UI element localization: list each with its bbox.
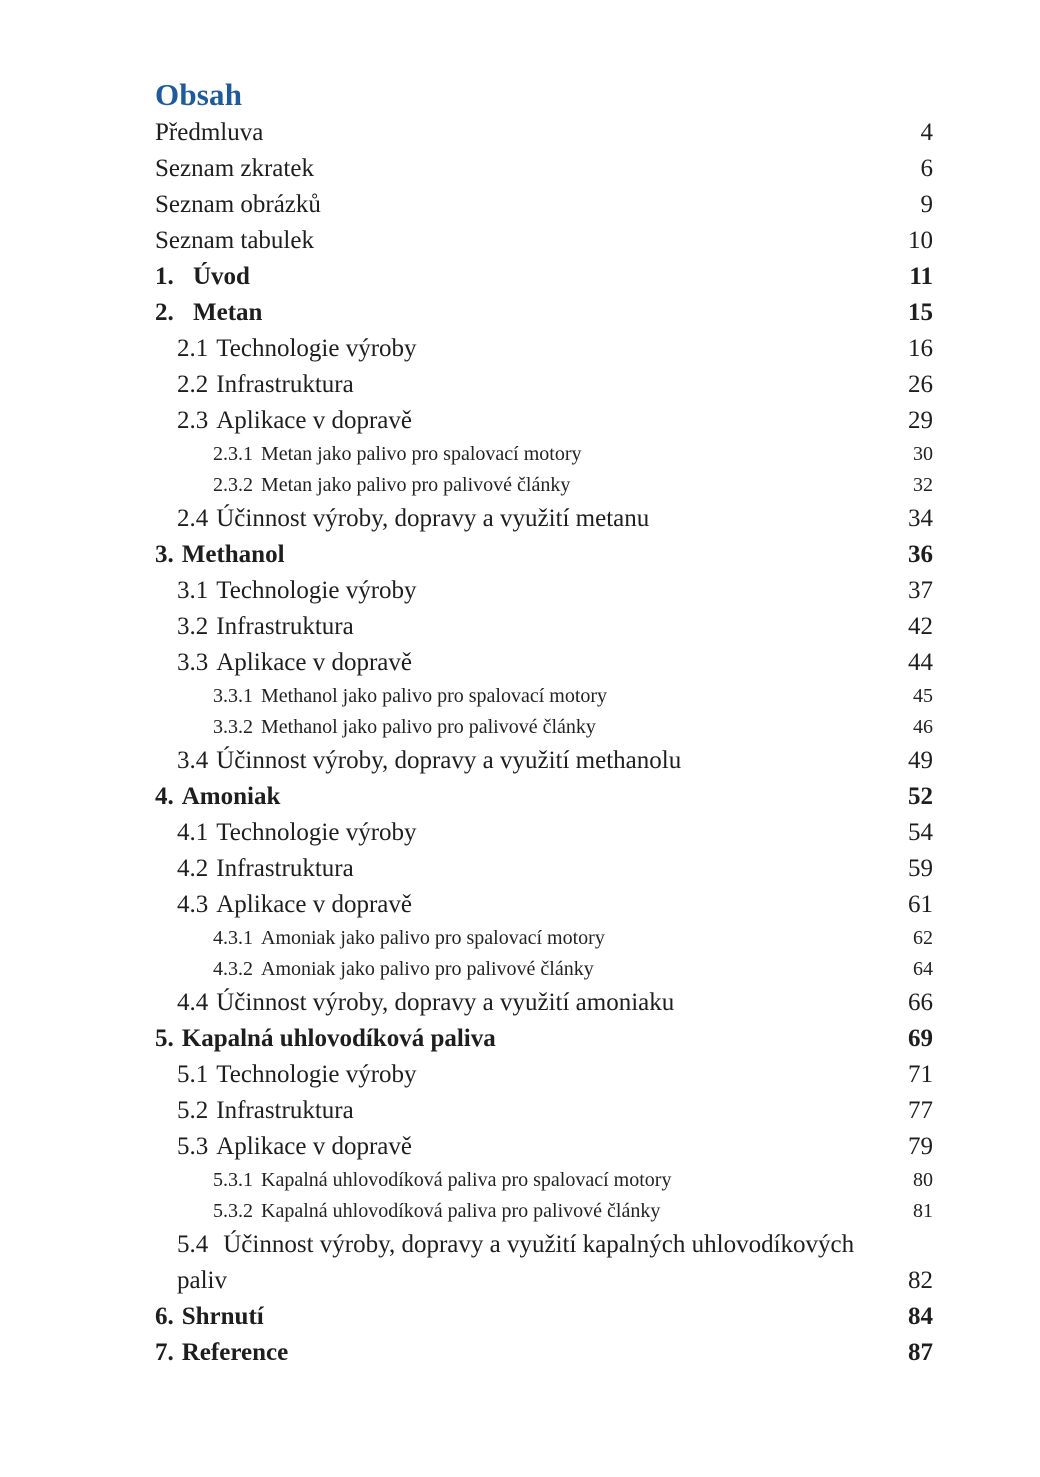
toc-page-number: 80 bbox=[913, 1169, 933, 1191]
toc-entry-text bbox=[155, 1299, 264, 1335]
toc-page-number: 9 bbox=[920, 191, 933, 218]
toc-page-number: 71 bbox=[908, 1061, 933, 1088]
toc-entry-title: Amoniak bbox=[181, 783, 281, 810]
toc-entry-number: 4.3.1 bbox=[213, 927, 253, 949]
toc-content bbox=[155, 77, 933, 1371]
toc-entry bbox=[155, 501, 933, 537]
toc-entry-text bbox=[213, 439, 581, 470]
toc-entry-text bbox=[177, 1129, 412, 1165]
toc-page-number: 10 bbox=[908, 227, 933, 254]
toc-entry-title: Amoniak jako palivo pro spalovací motory bbox=[261, 927, 605, 949]
toc-entry bbox=[155, 259, 933, 295]
toc-entry bbox=[155, 1165, 933, 1196]
toc-entry bbox=[155, 887, 933, 923]
toc-entry-title: Infrastruktura bbox=[216, 371, 354, 398]
toc-entry-number: 4.3.2 bbox=[213, 958, 253, 980]
toc-page-number: 49 bbox=[908, 747, 933, 774]
toc-entry-number: 6. bbox=[155, 1303, 174, 1330]
toc-entry bbox=[155, 115, 933, 151]
toc-entry-text bbox=[213, 923, 605, 954]
toc-entry-number: 4.3 bbox=[177, 891, 209, 918]
toc-entry-text bbox=[177, 815, 417, 851]
toc-entry-number: 2.1 bbox=[177, 335, 209, 362]
toc-entry bbox=[155, 954, 933, 985]
toc-entry-title: Seznam tabulek bbox=[155, 227, 314, 254]
toc-entry-title: Shrnutí bbox=[181, 1303, 264, 1330]
toc-page-number: 69 bbox=[908, 1025, 933, 1052]
toc-entry-text bbox=[155, 115, 263, 151]
toc-entry-title: Technologie výroby bbox=[216, 577, 417, 604]
toc-entry-title: Metan jako palivo pro spalovací motory bbox=[261, 443, 582, 465]
toc-entry bbox=[155, 403, 933, 439]
toc-entry-text bbox=[213, 470, 570, 501]
toc-entry-text bbox=[177, 609, 354, 645]
toc-entry bbox=[155, 151, 933, 187]
toc-entry-title: Methanol bbox=[181, 541, 285, 568]
toc-entry-text bbox=[213, 681, 607, 712]
toc-entry-title: Předmluva bbox=[155, 119, 264, 146]
toc-entry-number: 5.4 bbox=[177, 1231, 209, 1258]
toc-entry-text bbox=[177, 985, 674, 1021]
toc-entry-number: 2. bbox=[155, 299, 174, 326]
toc-entry-number: 3.1 bbox=[177, 577, 209, 604]
toc-entry-number: 5. bbox=[155, 1025, 174, 1052]
toc-entry-title: Aplikace v dopravě bbox=[216, 649, 413, 676]
toc-entry bbox=[155, 1057, 933, 1093]
toc-entry-text bbox=[177, 887, 412, 923]
toc-entry-title: Technologie výroby bbox=[216, 819, 417, 846]
toc-entry-title: Infrastruktura bbox=[216, 613, 354, 640]
toc-entry bbox=[155, 681, 933, 712]
toc-entry-number: 5.3.1 bbox=[213, 1169, 253, 1191]
toc-page-number: 30 bbox=[913, 443, 933, 465]
toc-entry bbox=[155, 712, 933, 743]
toc-entry-number: 3. bbox=[155, 541, 174, 568]
toc-entry-number: 3.3.2 bbox=[213, 716, 253, 738]
toc-entry-title: Infrastruktura bbox=[216, 1097, 354, 1124]
toc-entry bbox=[155, 779, 933, 815]
toc-entry-title: Účinnost výroby, dopravy a využití kapalných uhlovodíkových bbox=[223, 1231, 855, 1258]
toc-page-number: 4 bbox=[920, 119, 933, 146]
toc-entry-title: Technologie výroby bbox=[216, 335, 417, 362]
toc-entry-title: Aplikace v dopravě bbox=[216, 891, 413, 918]
toc-entry-text bbox=[155, 295, 262, 331]
toc-entry-number: 4.4 bbox=[177, 989, 209, 1016]
toc-entry bbox=[155, 1093, 933, 1129]
toc-entry-title: Účinnost výroby, dopravy a využití methanolu bbox=[216, 747, 682, 774]
toc-entry-number: 5.1 bbox=[177, 1061, 209, 1088]
toc-entry bbox=[155, 1227, 933, 1299]
toc-list bbox=[155, 115, 933, 1371]
toc-entry-title: Reference bbox=[181, 1339, 289, 1366]
toc-entry-title: Amoniak jako palivo pro palivové články bbox=[261, 958, 594, 980]
toc-entry bbox=[155, 470, 933, 501]
toc-page-number: 54 bbox=[908, 819, 933, 846]
toc-page-number: 11 bbox=[909, 263, 933, 290]
toc-entry-text bbox=[155, 1021, 496, 1057]
toc-entry-text bbox=[177, 1057, 417, 1093]
toc-entry bbox=[155, 923, 933, 954]
toc-entry-title: paliv bbox=[177, 1267, 227, 1294]
toc-page-number: 32 bbox=[913, 474, 933, 496]
toc-entry-text bbox=[155, 537, 285, 573]
toc-entry-text bbox=[213, 1165, 671, 1196]
toc-entry-title: Úvod bbox=[193, 263, 250, 290]
toc-entry-text bbox=[155, 259, 250, 295]
toc-entry bbox=[155, 985, 933, 1021]
toc-page-number: 62 bbox=[913, 927, 933, 949]
toc-entry-number: 3.2 bbox=[177, 613, 209, 640]
toc-page-number: 16 bbox=[908, 335, 933, 362]
toc-entry-title: Technologie výroby bbox=[216, 1061, 417, 1088]
toc-entry-text bbox=[213, 1196, 660, 1227]
toc-entry-title: Aplikace v dopravě bbox=[216, 407, 413, 434]
toc-entry-text bbox=[177, 645, 412, 681]
toc-entry bbox=[155, 815, 933, 851]
toc-entry-text bbox=[177, 367, 354, 403]
toc-page-number: 82 bbox=[908, 1267, 933, 1294]
page-title: Obsah bbox=[155, 77, 243, 112]
toc-entry-text bbox=[213, 954, 594, 985]
toc-entry-text bbox=[155, 151, 314, 187]
toc-page-number: 44 bbox=[908, 649, 933, 676]
toc-page-number: 81 bbox=[913, 1200, 933, 1222]
toc-entry-text bbox=[177, 331, 417, 367]
toc-entry-text bbox=[177, 743, 681, 779]
toc-page-number: 6 bbox=[920, 155, 933, 182]
toc-entry-text bbox=[155, 1335, 288, 1371]
toc-entry bbox=[155, 331, 933, 367]
toc-entry bbox=[155, 743, 933, 779]
toc-entry bbox=[155, 1196, 933, 1227]
toc-entry-title: Metan jako palivo pro palivové články bbox=[261, 474, 571, 496]
toc-page-number: 34 bbox=[908, 505, 933, 532]
toc-page-number: 26 bbox=[908, 371, 933, 398]
toc-page-number: 84 bbox=[908, 1303, 933, 1330]
toc-page-number: 87 bbox=[908, 1339, 933, 1366]
toc-entry bbox=[155, 645, 933, 681]
toc-entry bbox=[155, 1335, 933, 1371]
toc-page-number: 46 bbox=[913, 716, 933, 738]
toc-entry-text bbox=[213, 712, 596, 743]
toc-entry-text bbox=[177, 851, 354, 887]
toc-entry-title: Methanol jako palivo pro spalovací motory bbox=[261, 685, 608, 707]
toc-entry-text bbox=[155, 187, 321, 223]
toc-entry-title: Aplikace v dopravě bbox=[216, 1133, 413, 1160]
toc-entry-title: Kapalná uhlovodíková paliva pro palivové články bbox=[261, 1200, 661, 1222]
toc-entry-number: 5.2 bbox=[177, 1097, 209, 1124]
toc-entry-title: Seznam obrázků bbox=[155, 191, 321, 218]
toc-entry-number: 2.3.1 bbox=[213, 443, 253, 465]
toc-entry-number: 2.3 bbox=[177, 407, 209, 434]
toc-entry bbox=[155, 851, 933, 887]
toc-entry-text bbox=[155, 779, 280, 815]
toc-entry bbox=[155, 439, 933, 470]
toc-entry bbox=[155, 609, 933, 645]
toc-entry-number: 2.3.2 bbox=[213, 474, 253, 496]
toc-entry-number: 2.4 bbox=[177, 505, 209, 532]
toc-entry-number: 3.4 bbox=[177, 747, 209, 774]
toc-page-number: 77 bbox=[908, 1097, 933, 1124]
toc-entry bbox=[155, 1021, 933, 1057]
toc-entry-number: 3.3 bbox=[177, 649, 209, 676]
toc-page-number: 52 bbox=[908, 783, 933, 810]
toc-page-number: 61 bbox=[908, 891, 933, 918]
toc-entry bbox=[155, 295, 933, 331]
toc-entry-text bbox=[177, 1093, 354, 1129]
toc-page-number: 59 bbox=[908, 855, 933, 882]
toc-entry-number: 4.1 bbox=[177, 819, 209, 846]
toc-entry-number: 3.3.1 bbox=[213, 685, 253, 707]
toc-page-number: 37 bbox=[908, 577, 933, 604]
toc-page-number: 79 bbox=[908, 1133, 933, 1160]
toc-entry-number: 7. bbox=[155, 1339, 174, 1366]
toc-entry-number: 1. bbox=[155, 263, 174, 290]
toc-entry-text bbox=[177, 403, 412, 439]
toc-page-number: 64 bbox=[913, 958, 933, 980]
toc-page-number: 45 bbox=[913, 685, 933, 707]
toc-entry-title: Účinnost výroby, dopravy a využití metanu bbox=[216, 505, 650, 532]
toc-page-number: 15 bbox=[908, 299, 933, 326]
toc-entry-number: 2.2 bbox=[177, 371, 209, 398]
toc-entry bbox=[155, 187, 933, 223]
toc-page-number: 42 bbox=[908, 613, 933, 640]
toc-entry-title: Seznam zkratek bbox=[155, 155, 314, 182]
toc-entry-title: Kapalná uhlovodíková paliva bbox=[181, 1025, 496, 1052]
toc-page-number: 36 bbox=[908, 541, 933, 568]
toc-page-number: 66 bbox=[908, 989, 933, 1016]
toc-entry bbox=[155, 1129, 933, 1165]
toc-entry bbox=[155, 573, 933, 609]
toc-entry-text bbox=[155, 223, 314, 259]
toc-entry bbox=[155, 1299, 933, 1335]
toc-entry-title: Infrastruktura bbox=[216, 855, 354, 882]
toc-entry-number: 5.3.2 bbox=[213, 1200, 253, 1222]
toc-entry-title: Účinnost výroby, dopravy a využití amoniaku bbox=[216, 989, 675, 1016]
toc-entry-number: 4. bbox=[155, 783, 174, 810]
toc-entry-text bbox=[177, 573, 417, 609]
toc-page-number: 29 bbox=[908, 407, 933, 434]
toc-entry-number: 5.3 bbox=[177, 1133, 209, 1160]
toc-entry-text bbox=[177, 501, 649, 537]
toc-entry-title: Methanol jako palivo pro palivové články bbox=[261, 716, 596, 738]
toc-entry bbox=[155, 367, 933, 403]
toc-entry-title: Kapalná uhlovodíková paliva pro spalovací motory bbox=[261, 1169, 672, 1191]
toc-entry-number: 4.2 bbox=[177, 855, 209, 882]
toc-entry bbox=[155, 537, 933, 573]
toc-entry-title: Metan bbox=[193, 299, 263, 326]
toc-entry bbox=[155, 223, 933, 259]
